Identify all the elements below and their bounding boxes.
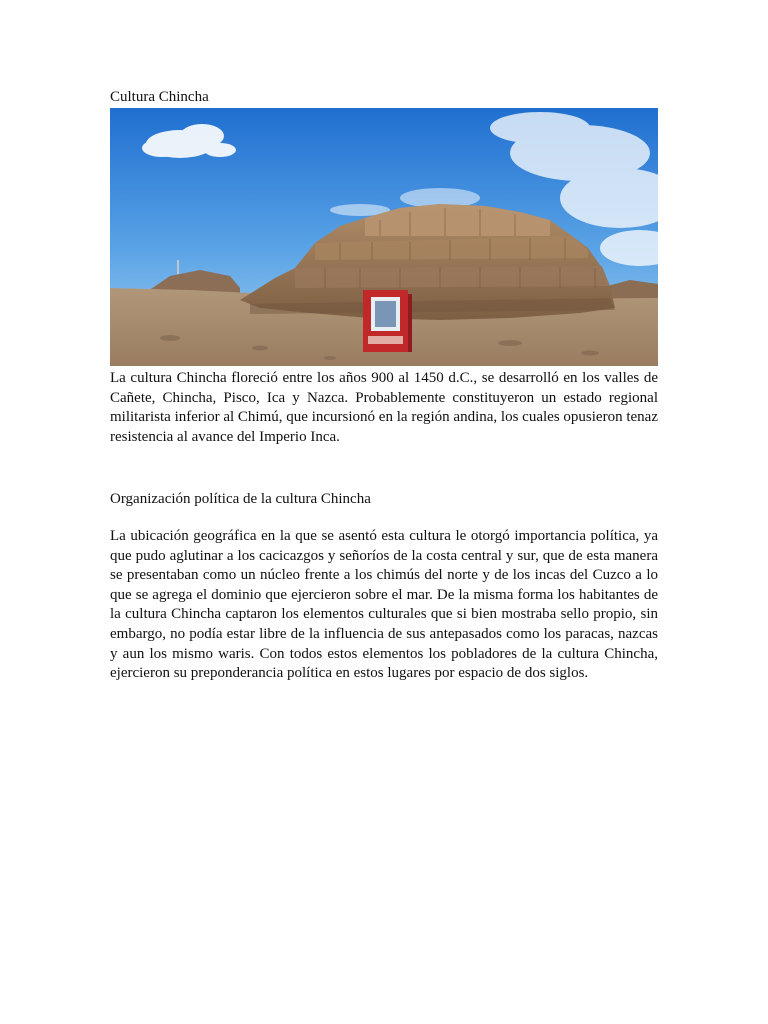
intro-paragraph: La cultura Chincha floreció entre los años 900 al 1450 d.C., se desarrolló en los valles de Cañete, Chincha, Pisco, Ica y Nazca. Probablemente constituyeron un estado regional militarista inferior al Chimú, que incursionó en la región andina, los cuales opusieron tenaz resistencia al avance del Imperio Inca.: [110, 370, 658, 445]
section-paragraph: La ubicación geográfica en la que se asentó esta cultura le otorgó importancia política, ya que pudo aglutinar a los cacicazgos y señoríos de la costa central y sur, que de esta manera se presentaban como un núcleo frente a los chimús del norte y de los incas del Cuzco a lo que se agrega el dominio que ejercieron sobre el mar. De la misma forma los habitantes de la cultura Chincha captaron los elementos culturales que si bien mostraba sello propio, sin embargo, no podía estar libre de la influencia de sus antepasados como los paracas, nazcas y aun los mismo waris. Con todos estos elementos los pobladores de la cultura Chincha, ejercieron su preponderancia política en estos lugares por espacio de dos siglos.: [110, 528, 658, 682]
ruins-photo: [110, 108, 658, 366]
document-title: Cultura Chincha: [110, 89, 209, 105]
section-heading: Organización política de la cultura Chincha: [110, 491, 371, 507]
